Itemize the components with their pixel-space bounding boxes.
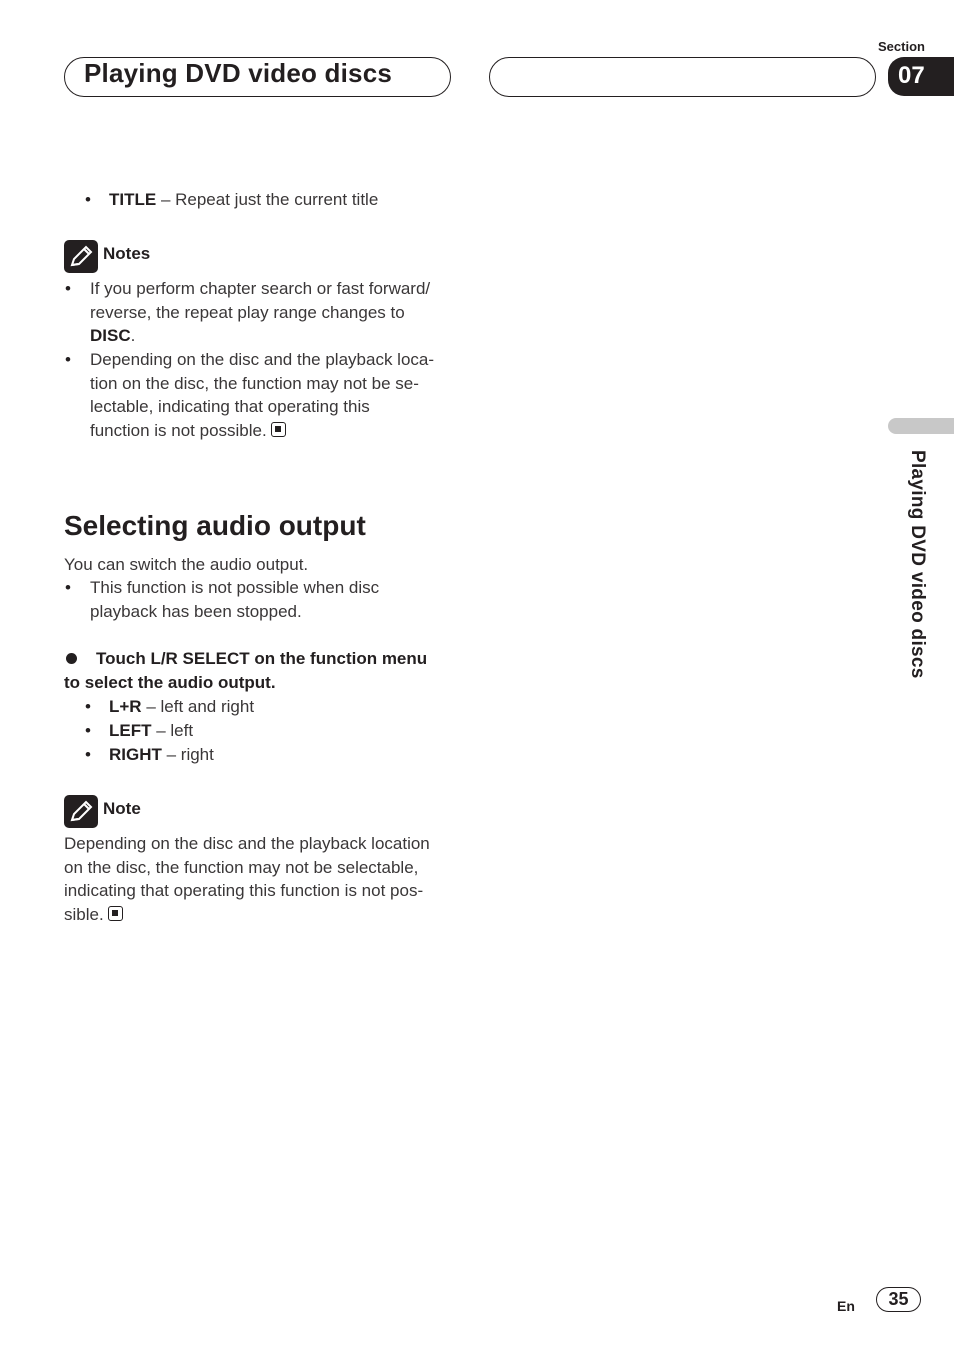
bullet-dot: • [85, 190, 91, 209]
note-line4 [64, 903, 464, 927]
option-desc: – right [161, 745, 214, 764]
notes-item-1-line1: If you perform chapter search or fast forward/ [90, 279, 431, 298]
notes-item-2-line2: tion on the disc, the function may not be se- [90, 373, 419, 393]
option-term: RIGHT [109, 745, 162, 764]
notes-item-1 [90, 277, 460, 348]
note-line3: indicating that operating this function is not pos- [64, 881, 424, 901]
note-line2: on the disc, the function may not be selectable, [64, 857, 419, 877]
page-number: 35 [876, 1287, 921, 1312]
notes-item-2-line4-text: function is not possible. [90, 421, 267, 441]
note-line4-text: sible. [64, 905, 104, 925]
notes-item-2-line1: Depending on the disc and the playback loca- [90, 350, 435, 369]
notes-item-2-line4 [90, 419, 460, 443]
pencil-note-icon [64, 795, 98, 828]
notes-heading: Notes [103, 244, 151, 263]
notes-item-2 [90, 348, 460, 443]
bullet-dot: • [85, 697, 91, 716]
audio-intro: You can switch the audio output. [64, 555, 309, 574]
audio-intro-bullet [90, 576, 460, 623]
option-item [109, 695, 254, 719]
option-term: L+R [109, 697, 142, 716]
notes-item-2-line3: lectable, indicating that operating this [90, 397, 370, 417]
step-line2: to select the audio output. [64, 672, 276, 692]
audio-intro-bullet-line1: This function is not possible when disc [90, 578, 380, 597]
header-title: Playing DVD video discs [84, 58, 393, 88]
option-item [109, 719, 193, 743]
section-tab [888, 57, 954, 96]
bullet-dot: • [65, 350, 71, 369]
note-body [64, 832, 464, 927]
step-line1: Touch L/R SELECT on the function menu [96, 649, 428, 668]
end-mark-icon [271, 422, 286, 437]
note-line1: Depending on the disc and the playback location [64, 834, 430, 853]
audio-intro-bullet-line2: playback has been stopped. [90, 601, 302, 621]
language-label: En [837, 1298, 855, 1314]
side-tab-marker [888, 418, 954, 434]
step-instruction [64, 647, 464, 694]
notes-item-1-line2: reverse, the repeat play range changes to [90, 302, 405, 322]
disc-term: DISC [90, 326, 131, 346]
bullet-dot: • [85, 745, 91, 764]
option-desc: – left and right [141, 697, 255, 716]
section-label: Section [878, 39, 925, 54]
option-term: LEFT [109, 721, 152, 740]
note-heading: Note [103, 799, 141, 818]
bullet-dot: • [85, 721, 91, 740]
repeat-desc: – Repeat just the current title [156, 190, 379, 209]
bullet-dot: • [65, 578, 71, 597]
header-empty-frame [489, 57, 876, 97]
option-item [109, 743, 214, 767]
side-tab-text: Playing DVD video discs [907, 450, 928, 679]
section-number: 07 [898, 62, 925, 89]
disc-period: . [130, 326, 136, 346]
repeat-title-item [109, 188, 378, 212]
section-heading: Selecting audio output [64, 510, 366, 541]
notes-item-1-line3 [90, 324, 460, 348]
bullet-dot: • [65, 279, 71, 298]
option-desc: – left [151, 721, 194, 740]
pencil-note-icon [64, 240, 98, 273]
end-mark-icon [108, 906, 123, 921]
repeat-term: TITLE [109, 190, 157, 209]
